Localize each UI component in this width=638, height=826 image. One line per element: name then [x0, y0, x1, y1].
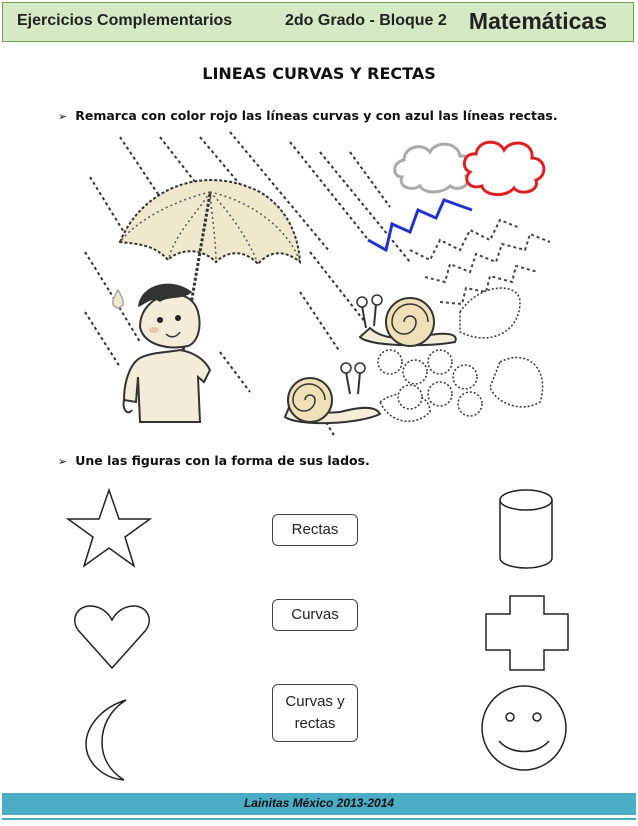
header-subject-series: Ejercicios Complementarios	[17, 12, 233, 29]
worksheet-title: LINEAS CURVAS Y RECTAS	[202, 64, 436, 83]
zigzag-blue-line	[368, 200, 472, 250]
star-icon	[66, 488, 152, 568]
arrow-bullet-icon: ➢	[58, 455, 68, 468]
zigzag-dotted-lines	[410, 220, 550, 304]
boy-icon	[124, 284, 210, 422]
label-box-rectas	[272, 514, 358, 546]
heart-icon	[72, 604, 152, 670]
instruction-2	[58, 453, 370, 468]
smiley-face-icon	[479, 683, 569, 773]
snail-bottom-icon	[285, 363, 380, 423]
cloud-gray-icon	[395, 144, 472, 192]
footer-text: Lainitas México 2013-2014	[243, 796, 395, 810]
cross-icon	[484, 594, 570, 672]
page-header	[2, 2, 634, 42]
cylinder-icon	[497, 488, 555, 570]
label-box-curvas-y-rectas	[272, 684, 358, 742]
footer-rule	[2, 818, 636, 820]
page-footer	[2, 793, 636, 815]
header-subject: Matemáticas	[468, 8, 607, 34]
raindrop-icon	[113, 290, 124, 308]
label-curvas: Curvas	[291, 606, 339, 623]
label-rectas: Rectas	[291, 521, 339, 538]
instruction-1-text: Remarca con color rojo las líneas curvas y con azul las líneas rectas.	[75, 108, 558, 123]
header-grade-block: 2do Grado - Bloque 2	[285, 12, 447, 29]
crescent-moon-icon	[80, 698, 130, 782]
label-curvas-y-rectas-line2: rectas	[294, 715, 336, 732]
label-curvas-y-rectas-line1: Curvas y	[285, 693, 345, 710]
cloud-red-icon	[464, 142, 544, 194]
label-box-curvas	[272, 599, 358, 631]
arrow-bullet-icon: ➢	[58, 110, 68, 123]
rain-illustration	[80, 132, 560, 442]
instruction-2-text: Une las figuras con la forma de sus lados.	[75, 453, 370, 468]
instruction-1	[58, 108, 558, 123]
